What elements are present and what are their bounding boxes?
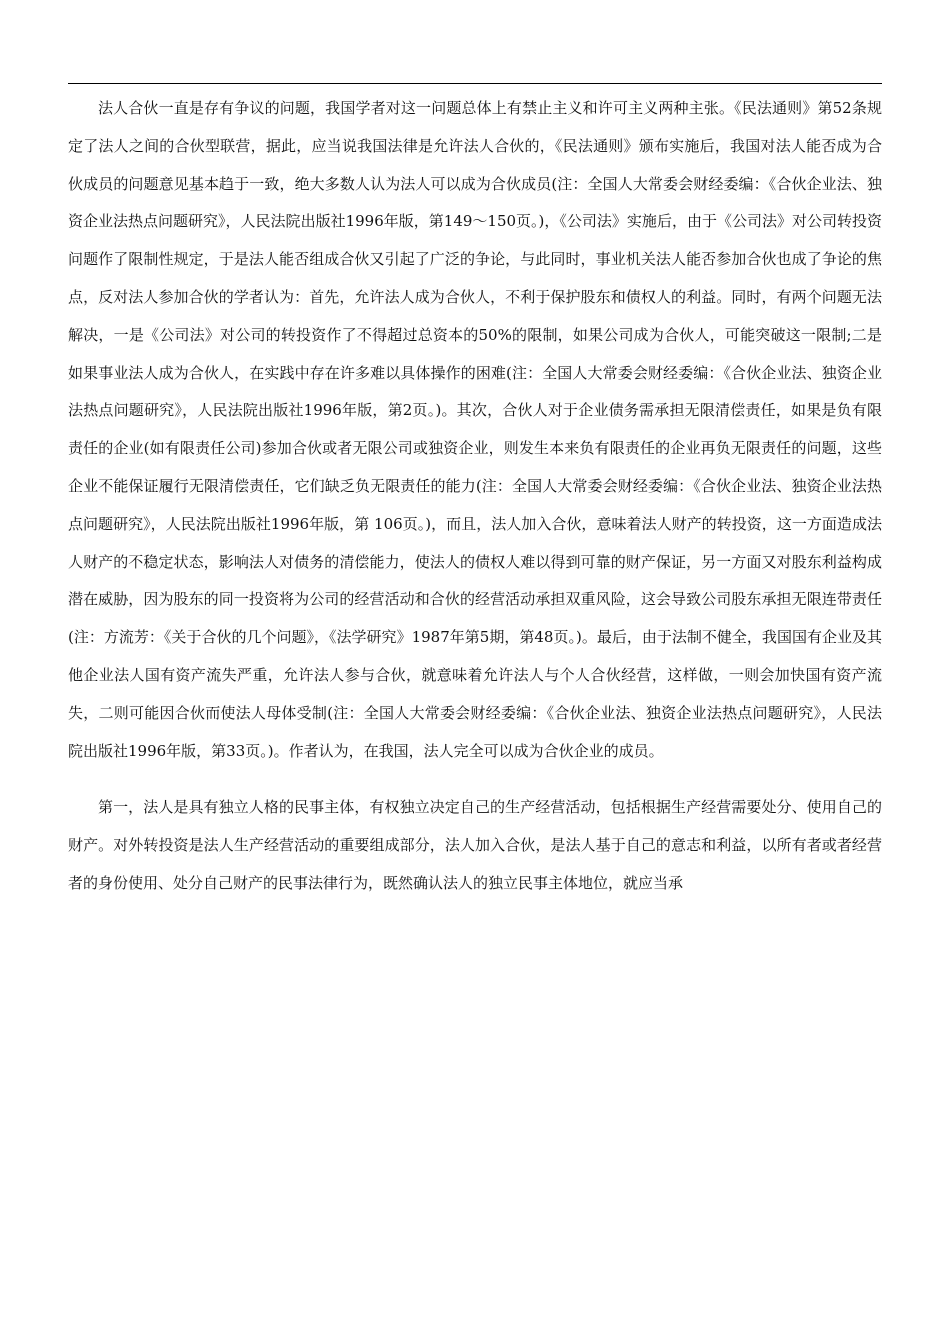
paragraph-1: 法人合伙一直是存有争议的问题，我国学者对这一问题总体上有禁止主义和许可主义两种主张。《民法通则》第52条规定了法人之间的合伙型联营，据此，应当说我国法律是允许法人合伙的，《民法通则》颁布实施后，我国对法人能否成为合伙成员的问题意见基本趋于一致，绝大多数人认为法人可以成为合伙成员(注：全国人大常委会财经委编：《合伙企业法、独资企业法热点问题研究》，人民法院出版社1996年版，第149～150页。)，《公司法》实施后，由于《公司法》对公司转投资问题作了限制性规定，于是法人能否组成合伙又引起了广泛的争论，与此同时，事业机关法人能否参加合伙也成了争论的焦点，反对法人参加合伙的学者认为：首先，允许法人成为合伙人，不利于保护股东和债权人的利益。同时，有两个问题无法解决，一是《公司法》对公司的转投资作了不得超过总资本的50%的限制，如果公司成为合伙人，可能突破这一限制;二是如果事业法人成为合伙人，在实践中存在许多难以具体操作的困难(注：全国人大常委会财经委编：《合伙企业法、独资企业法热点问题研究》，人民法院出版社1996年版，第2页。)。其次，合伙人对于企业债务需承担无限清偿责任，如果是负有限责任的企业(如有限责任公司)参加合伙或者无限公司或独资企业，则发生本来负有限责任的企业再负无限责任的问题，这些企业不能保证履行无限清偿责任，它们缺乏负无限责任的能力(注：全国人大常委会财经委编：《合伙企业法、独资企业法热点问题研究》，人民法院出版社1996年版，第 106页。)，而且，法人加入合伙，意味着法人财产的转投资，这一方面造成法人财产的不稳定状态，影响法人对债务的清偿能力，使法人的债权人难以得到可靠的财产保证，另一方面又对股东利益构成潜在威胁，因为股东的同一投资将为公司的经营活动和合伙的经营活动承担双重风险，这会导致公司股东承担无限连带责任(注：方流芳：《关于合伙的几个问题》，《法学研究》1987年第5期，第48页。)。最后，由于法制不健全，我国国有企业及其他企业法人国有资产流失严重，允许法人参与合伙，就意味着允许法人与个人合伙经营，这样做，一则会加快国有资产流失，二则可能因合伙而使法人母体受制(注：全国人大常委会财经委编：《合伙企业法、独资企业法热点问题研究》，人民法院出版社1996年版，第33页。)。作者认为，在我国，法人完全可以成为合伙企业的成员。	[68, 99, 882, 760]
document-body	[68, 90, 882, 903]
paragraph-2: 第一，法人是具有独立人格的民事主体，有权独立决定自己的生产经营活动，包括根据生产经营需要处分、使用自己的财产。对外转投资是法人生产经营活动的重要组成部分，法人加入合伙，是法人基于自己的意志和利益，以所有者或者经营者的身份使用、处分自己财产的民事法律行为，既然确认法人的独立民事主体地位，就应当承	[68, 798, 882, 892]
header-rule	[68, 83, 882, 84]
